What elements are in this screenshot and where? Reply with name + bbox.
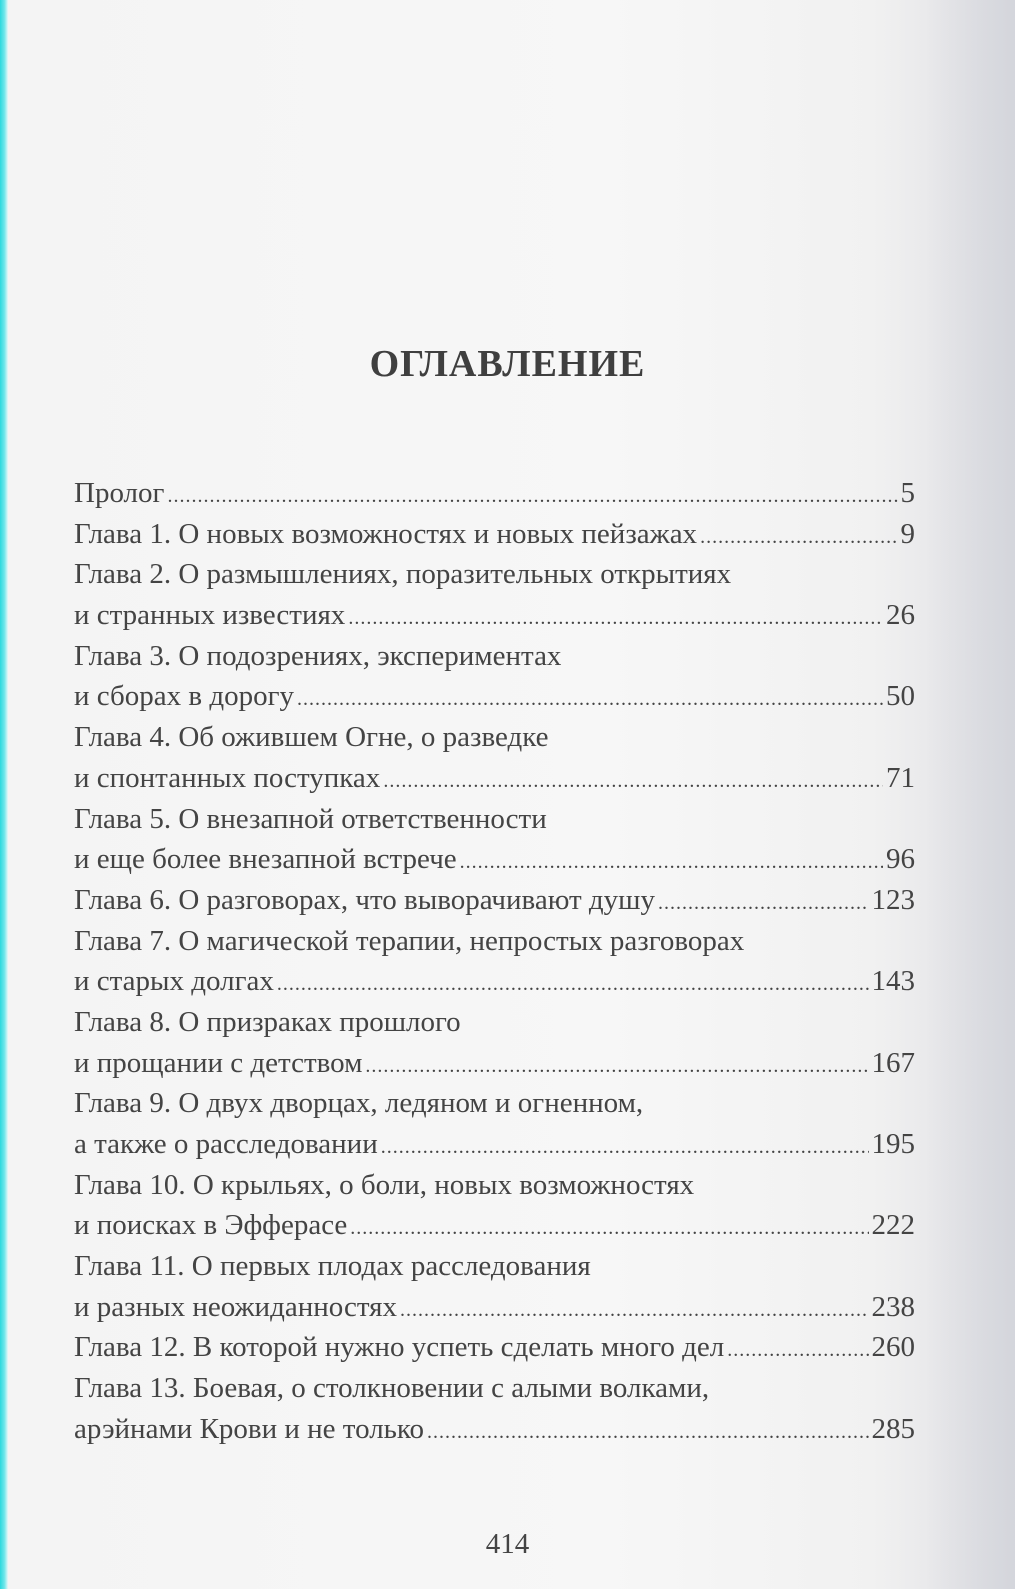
dot-leader — [700, 514, 897, 555]
toc-entry-page: 5 — [900, 477, 915, 509]
toc-entry-line — [74, 1287, 915, 1328]
toc-entry-line — [74, 1043, 915, 1084]
toc-entry-page: 167 — [871, 1046, 915, 1079]
toc-entry-title: Глава 5. О внезапной ответственности — [74, 802, 547, 835]
toc-entry-line — [74, 636, 915, 677]
toc-entry-title: Глава 1. О новых возможностях и новых пейзажах — [74, 517, 698, 550]
toc-entry-line — [74, 554, 915, 595]
toc-entry-page: 238 — [871, 1290, 915, 1323]
dot-leader — [277, 961, 869, 1002]
toc-entry-page: 123 — [871, 883, 915, 916]
toc-entry-line — [74, 799, 915, 840]
dot-leader — [365, 1043, 868, 1084]
toc-entry-title: Глава 12. В которой нужно успеть сделать много дел — [74, 1331, 725, 1364]
toc-entry-line — [74, 1205, 915, 1246]
toc-entry-title: Глава 2. О размышлениях, поразительных открытиях — [74, 558, 732, 591]
dot-leader — [427, 1409, 868, 1450]
toc-entry-title: и сборах в дорогу — [74, 680, 294, 713]
toc-entry-line — [74, 1327, 915, 1368]
toc-entry-title: Глава 8. О призраках прошлого — [74, 1005, 461, 1038]
toc-entry-title: и старых долгах — [74, 965, 274, 998]
dot-leader — [348, 595, 883, 636]
toc-entry-page: 222 — [871, 1209, 915, 1242]
toc-entry-title: Глава 10. О крыльях, о боли, новых возможностях — [74, 1168, 695, 1201]
toc-entry-line — [74, 1083, 915, 1124]
dot-leader — [400, 1287, 869, 1328]
toc-entry-title: а также о расследовании — [74, 1128, 378, 1160]
toc-entry-line — [74, 676, 915, 717]
toc-entry-line — [74, 921, 915, 962]
toc-entry-title: и поисках в Эфферасе — [74, 1209, 348, 1242]
toc-entry-line — [74, 473, 915, 514]
toc-entry-title: Глава 11. О первых плодах расследования — [74, 1250, 591, 1283]
toc-entry-line — [74, 595, 915, 636]
toc-entry-page: 143 — [871, 965, 915, 998]
table-of-contents — [74, 473, 915, 1450]
toc-entry-page: 96 — [886, 843, 915, 876]
toc-entry-title: и спонтанных поступках — [74, 761, 381, 794]
toc-entry-title: и прощании с детством — [74, 1046, 363, 1079]
toc-entry-line — [74, 839, 915, 880]
toc-entry-line — [74, 758, 915, 799]
toc-entry-line — [74, 514, 915, 555]
toc-entry-page: 9 — [900, 517, 915, 550]
toc-entry-page: 50 — [886, 680, 915, 713]
toc-entry-title: Глава 7. О магической терапии, непростых разговорах — [74, 924, 745, 957]
dot-leader — [297, 676, 883, 717]
page-title: ОГЛАВЛЕНИЕ — [369, 343, 646, 385]
toc-entry-line — [74, 1246, 915, 1287]
toc-entry-title: и странных известиях — [74, 599, 346, 632]
page-edge — [0, 0, 8, 1589]
dot-leader — [658, 880, 868, 921]
toc-entry-title: Пролог — [74, 477, 165, 509]
dot-leader — [350, 1205, 868, 1246]
toc-entry-line — [74, 717, 915, 758]
toc-entry-line — [74, 1002, 915, 1043]
toc-entry-title: Глава 9. О двух дворцах, ледяном и огненном, — [74, 1087, 644, 1120]
toc-entry-page: 285 — [871, 1412, 915, 1445]
toc-entry-line — [74, 961, 915, 1002]
toc-entry-line — [74, 880, 915, 921]
toc-entry-page: 26 — [886, 599, 915, 632]
toc-entry-title: арэйнами Крови и не только — [74, 1412, 425, 1445]
toc-entry-line — [74, 1368, 915, 1409]
dot-leader — [383, 758, 883, 799]
toc-entry-title: и разных неожиданностях — [74, 1290, 397, 1323]
toc-entry-line — [74, 1124, 915, 1165]
toc-entry-line — [74, 1165, 915, 1206]
toc-entry-title: и еще более внезапной встрече — [74, 843, 457, 876]
dot-leader — [460, 839, 883, 880]
toc-entry-page: 71 — [886, 761, 915, 794]
page-shadow — [925, 0, 1015, 1589]
dot-leader — [167, 473, 897, 514]
dot-leader — [727, 1327, 868, 1368]
toc-entry-title: Глава 13. Боевая, о столкновении с алыми волками, — [74, 1372, 710, 1405]
toc-entry-page: 260 — [871, 1331, 915, 1364]
toc-entry-title: Глава 3. О подозрениях, экспериментах — [74, 639, 562, 672]
toc-entry-line — [74, 1409, 915, 1450]
page-number: 414 — [485, 1528, 530, 1560]
toc-entry-title: Глава 4. Об ожившем Огне, о разведке — [74, 721, 549, 754]
dot-leader — [381, 1124, 869, 1165]
toc-entry-title: Глава 6. О разговорах, что выворачивают душу — [74, 883, 656, 916]
toc-entry-page: 195 — [871, 1128, 915, 1160]
